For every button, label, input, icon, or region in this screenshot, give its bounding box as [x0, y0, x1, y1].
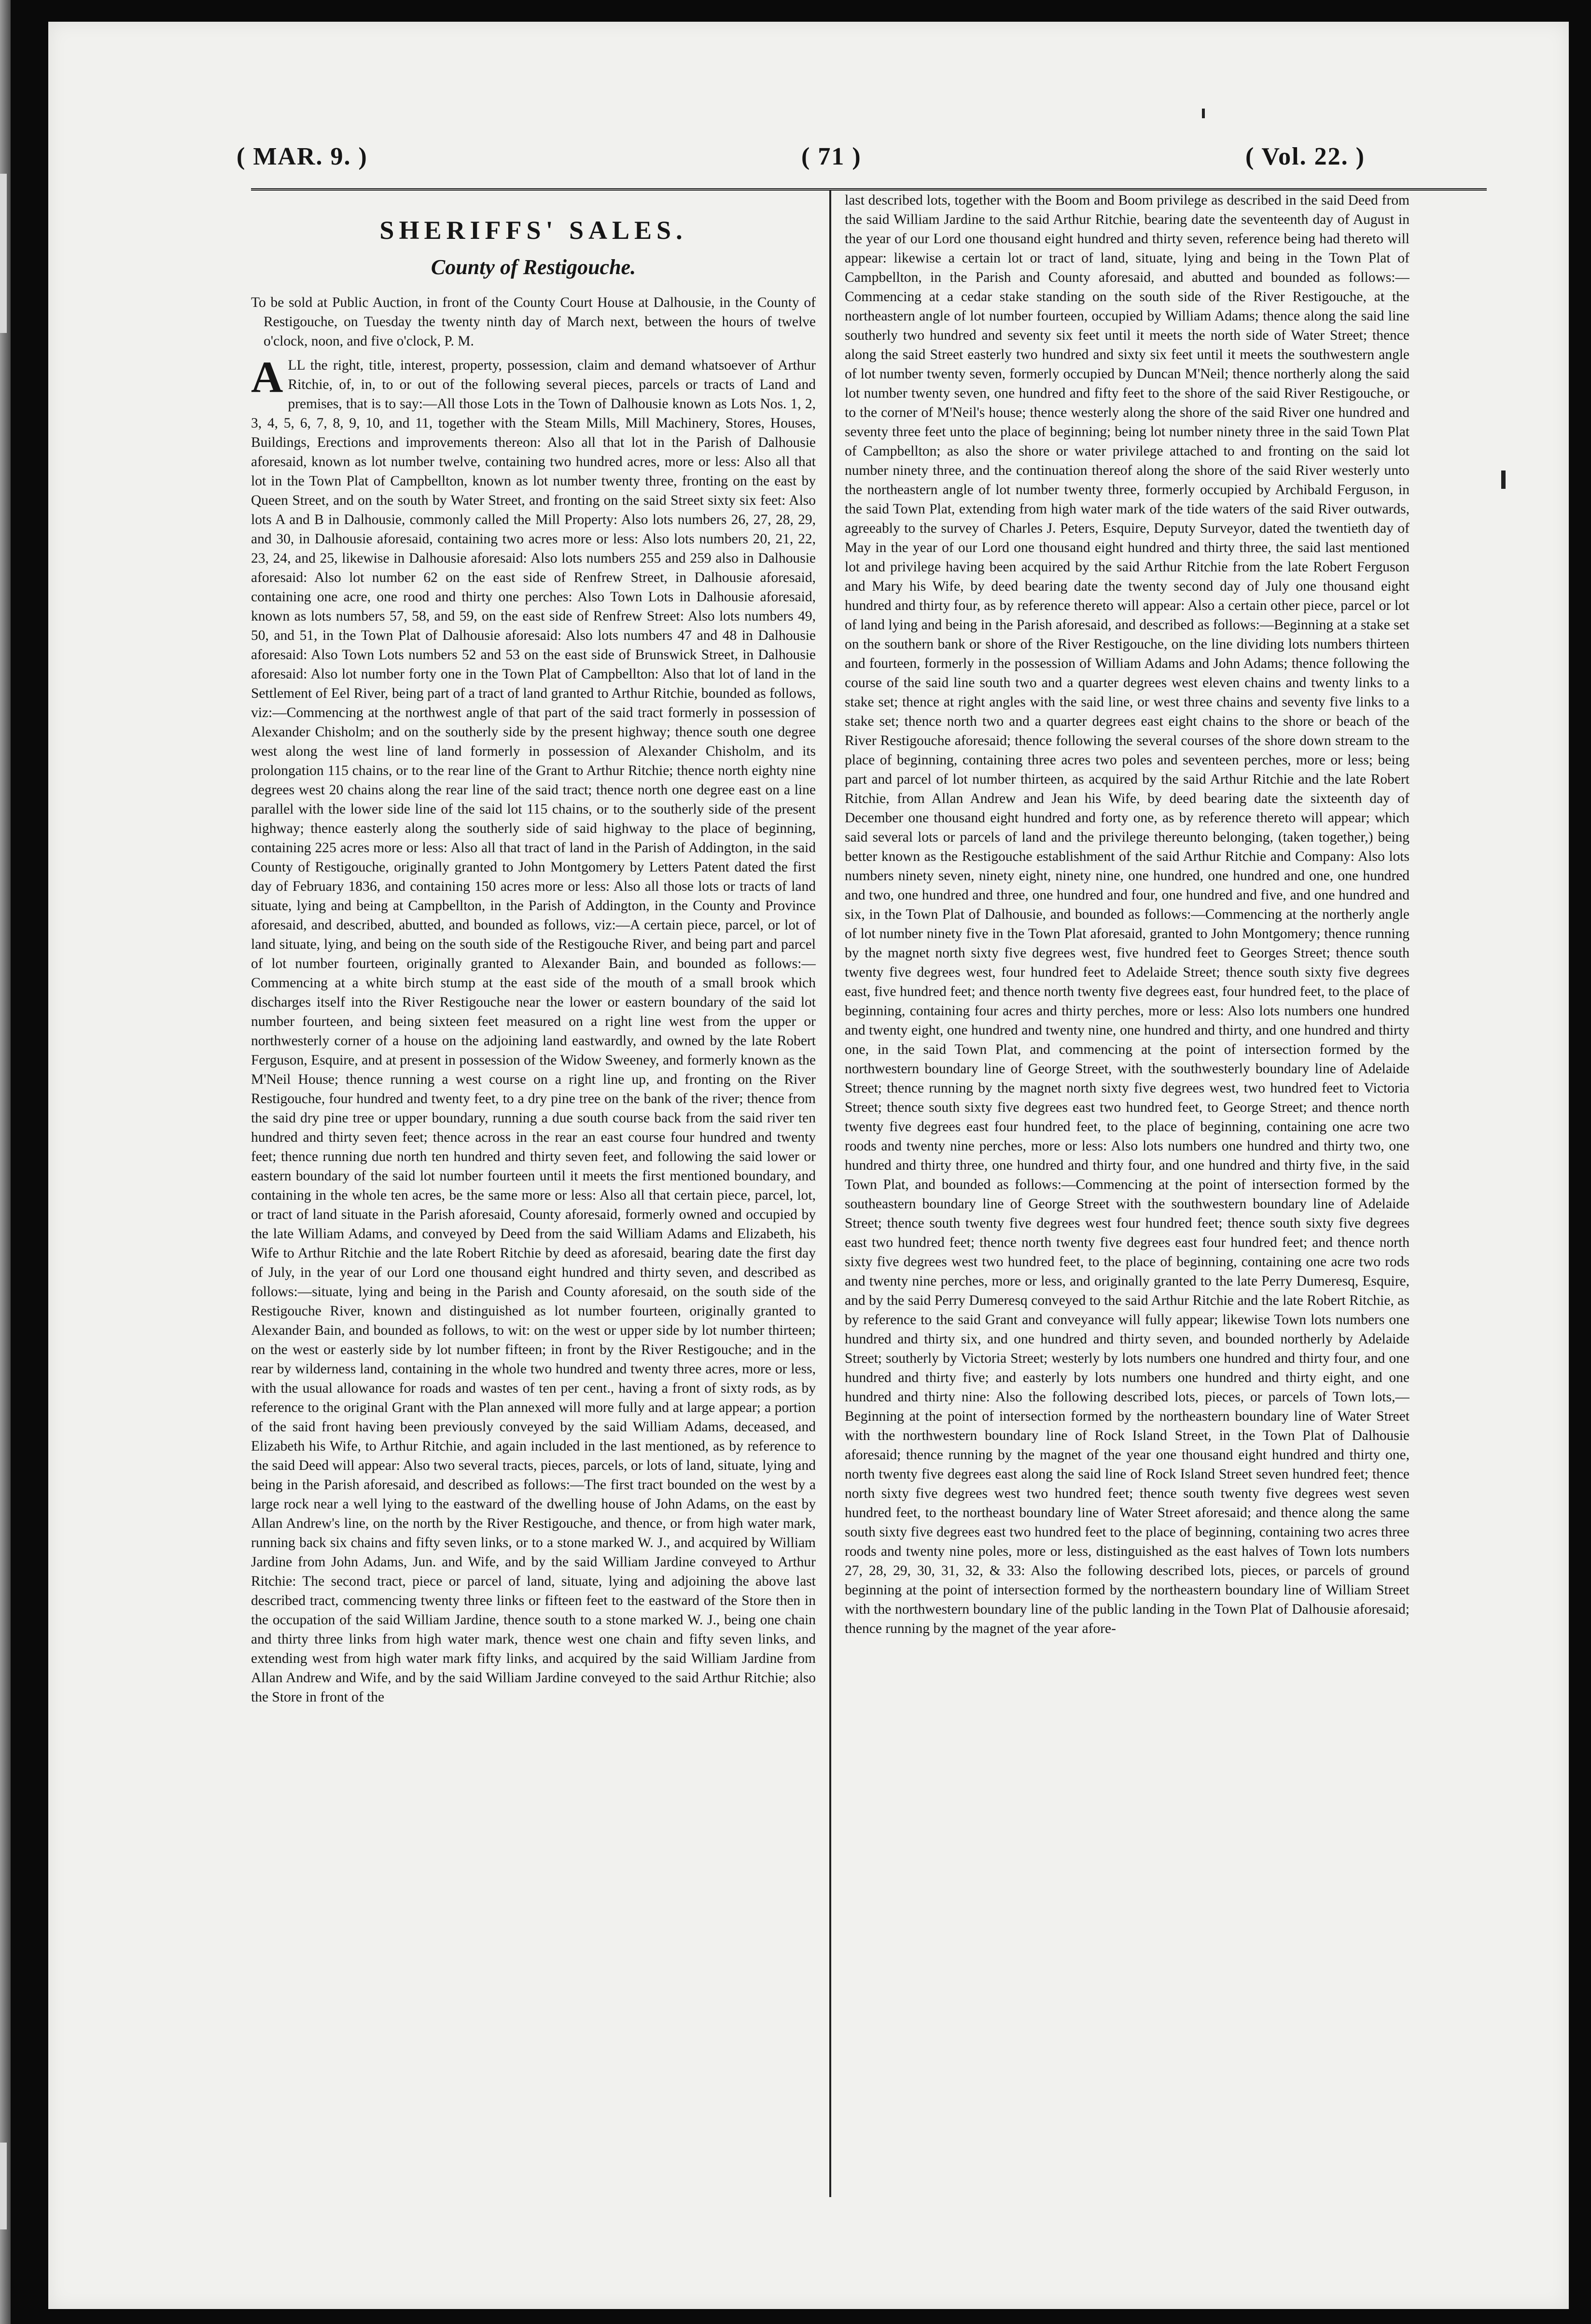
issue-date: ( MAR. 9. ) — [237, 143, 368, 170]
section-subtitle: County of Restigouche. — [431, 255, 636, 279]
print-mark — [1202, 109, 1205, 118]
scan-edge-strip — [0, 174, 7, 333]
newspaper-page — [48, 22, 1569, 2309]
volume-number: ( Vol. 22. ) — [1245, 143, 1365, 170]
article-body — [251, 352, 816, 1707]
margin-mark — [1501, 470, 1506, 489]
drop-cap: A — [251, 352, 283, 401]
scan-left-edge — [0, 0, 11, 2324]
column-divider — [829, 190, 831, 2197]
section-title: SHERIFFS' SALES. — [379, 216, 687, 245]
left-column — [251, 200, 816, 2188]
page-number: ( 71 ) — [801, 143, 862, 170]
article-body-text: LL the right, title, interest, property, possession, claim and demand whatsoever of Arthur Ritchie, of, in, to or out of the following several pieces, parcels or tracts of Land and premises, that is to say:—All those Lots in the Town of Dalhousie known as Lots Nos. 1, 2, 3, 4, 5, 6, 7, 8, 9, 10, and 11, together with the Steam Mills, Mill Machinery, Stores, Houses, Buildings, Erections and improvements thereon: Also all that lot in the Parish of Dalhousie aforesaid, known as lot number twelve, containing two hundred acres, more or less: Also all that lot in the Town Plat of Campbellton, known as lot number twenty three, fronting on the east by Queen Street, and on the south by Water Street, and fronting on the said Street sixty six feet: Also lots A and B in Dalhousie, commonly called the Mill Property: Also lots numbers 26, 27, 28, 29, and 30, in Dalhousie aforesaid, containing two acres more or less: Also lots numbers 20, 21, 22, 23, 24, and 25, likewise in Dalhousie aforesaid: Also lots numbers 255 and 259 also in Dalhousie aforesaid: Also lot number 62 on the east side of Renfrew Street, in Dalhousie aforesaid, containing one acre, one rood and thirty one perches: Also Town Lots in Dalhousie aforesaid, known as lots numbers 57, 58, and 59, on the east side of Renfrew Street: Also lots numbers 49, 50, and 51, in the Town Plat of Dalhousie aforesaid: Also lots numbers 47 and 48 in Dalhousie aforesaid: Also Town Lots numbers 52 and 53 on the east side of Brunswick Street, in Dalhousie aforesaid: Also lot number forty one in the Town Plat of Campbellton: Also that lot of land in the Settlement of Eel River, being part of a tract of land granted to Arthur Ritchie, bounded as follows, viz:—Commencing at the northwest angle of that part of the said tract formerly in possession of Alexander Chisholm; and on the southerly side by the present highway; thence south one degree west along the west line of land formerly in possession of Alexander Chisholm, and its prolongation 115 chains, or to the rear line of the Grant to Arthur Ritchie; thence north eighty nine degrees west 20 chains along the rear line of the said tract; thence north one degree east on a line parallel with the lower side line of the said lot 115 chains, or to the southerly side of the present highway; thence easterly along the southerly side of said highway to the place of beginning, containing 225 acres more or less: Also all that tract of land in the Parish of Addington, in the said County of Restigouche, originally granted to John Montgomery by Letters Patent dated the first day of February 1836, and containing 150 acres more or less: Also all those lots or tracts of land situate, lying and being at Campbellton, in the Parish of Addington, in the County and Province aforesaid, and described, abutted, and bounded as follows, viz:—A certain piece, parcel, or lot of land situate, lying, and being on the south side of the Restigouche River, and being part and parcel of lot number fourteen, originally granted to Alexander Bain, and bounded as follows:—Commencing at a white birch stump at the east side of the mouth of a small brook which discharges itself into the River Restigouche near the lower or eastern boundary of the said lot number fourteen, and being sixteen feet measured on a right line west from the upper or northwesterly corner of a house on the adjoining land eastwardly, and owned by the late Robert Ferguson, Esquire, and at present in possession of the Widow Sweeney, and formerly known as the M'Neil House; thence running a west course on a right line up, and fronting on the River Restigouche, four hundred and twenty feet, to a dry pine tree on the bank of the river; thence from the said dry pine tree or upper boundary, running a due south course back from the said river ten hundred and thirty seven feet; thence across in the rear an east course four hundred and twenty feet; thence running due north ten hundred and thirty seven feet, and following the said lower or eastern boundary of the said lot number fourteen until it meets the first mentioned boundary, and containing in the whole ten acres, be the same more or less: Also all that certain piece, parcel, lot, or tract of land situate in the Parish aforesaid, County aforesaid, formerly owned and occupied by the late William Adams, and conveyed by Deed from the said William Adams and Elizabeth, his Wife to Arthur Ritchie and the late Robert Ritchie by deed as aforesaid, bearing date the first day of July, in the year of our Lord one thousand eight hundred and thirty seven, and described as follows:—situate, lying and being in the Parish and County aforesaid, on the south side of the Restigouche River, known and distinguished as lot number fourteen, originally granted to Alexander Bain, and bounded as follows, to wit: on the west or upper side by lot number thirteen; on the west or easterly side by lot number fifteen; in front by the River Restigouche; and in the rear by wilderness land, containing in the whole two hundred and twenty three acres, more or less, with the usual allowance for roads and wastes of ten per cent., having a front of sixty rods, as by reference to the original Grant with the Plan annexed will more fully and at large appear; a portion of the said front having been previously conveyed by the said William Adams, deceased, and Elizabeth his Wife, to Arthur Ritchie, and again included in the last mentioned, as by reference to the said Deed will appear: Also two several tracts, pieces, parcels, or lots of land, situate, lying and being in the Parish aforesaid, and described as follows:—The first tract bounded on the west by a large rock near a well lying to the eastward of the dwelling house of John Adams, on the east by Allan Andrew's line, on the north by the River Restigouche, and thence, or from high water mark, running back six chains and fifty seven links, or to a stone marked W. J., and acquired by William Jardine from John Adams, Jun. and Wife, and by the said William Jardine conveyed to Arthur Ritchie: The second tract, piece or parcel of land, situate, lying and adjoining the above last described tract, commencing twenty three links or fifteen feet to the eastward of the Store then in the occupation of the said William Jardine, thence south to a stone marked W. J., being one chain and thirty three links from high water mark, thence west one chain and fifty seven links, and extending west from high water mark fifty links, and acquired by the said William Jardine from Allan Andrew and Wife, and by the said William Jardine conveyed to the said Arthur Ritchie; also the Store in front of the — [251, 358, 816, 1705]
scan-edge-strip — [0, 2143, 7, 2229]
right-column — [845, 191, 1410, 2188]
article-body-continued: last described lots, together with the Boom and Boom privilege as described in the said Deed from the said William Jardine to the said Arthur Ritchie, bearing date the seventeenth day of August in the year of our Lord one thousand eight hundred and thirty seven, reference being had thereto will appear: likewise a certain lot or tract of land, situate, lying and being in the Town Plat of Campbellton, in the Parish and County aforesaid, and abutted and bounded as follows:—Commencing at a cedar stake standing on the south side of the River Restigouche, at the northeastern angle of lot number fourteen, occupied by William Adams; thence along the said line southerly two hundred and seventy six feet until it meets the north side of Water Street; thence along the said Street easterly two hundred and sixty six feet until it meets the southwestern angle of lot number twenty seven, formerly occupied by Duncan M'Neil; thence northerly along the said lot number twenty seven, one hundred and fifty feet to the shore of the said River Restigouche, or to the corner of M'Neil's house; thence westerly along the shore of the said River one hundred and seventy three feet unto the place of beginning; being lot number ninety three in the said Town Plat of Campbellton; as also the shore or water privilege attached to and fronting on the said lot number ninety three, and the continuation thereof along the shore of the said River westerly unto the northeastern angle of lot number twenty three, formerly occupied by Archibald Ferguson, in the said Town Plat, extending from high water mark of the tide waters of the said River outwards, agreeably to the survey of Charles J. Peters, Esquire, Deputy Surveyor, dated the twentieth day of May in the year of our Lord one thousand eight hundred and thirty three, the said last mentioned lot and privilege having been acquired by the said Arthur Ritchie from the late Robert Ferguson and Mary his Wife, by deed bearing date the twenty second day of July one thousand eight hundred and thirty four, as by reference thereto will appear: Also a certain other piece, parcel or lot of land lying and being in the Parish aforesaid, and described as follows:—Beginning at a stake set on the southern bank or shore of the River Restigouche, on the line dividing lots numbers thirteen and fourteen, formerly in the possession of William Adams and John Adams; thence following the course of the said line south two and a quarter degrees west eleven chains and twenty links to a stake set; thence at right angles with the said line, or west three chains and seventy five links to a stake set; thence north two and a quarter degrees east eight chains to the shore or beach of the River Restigouche aforesaid; thence following the several courses of the shore down stream to the place of beginning, containing three acres two poles and seventeen perches, more or less; being part and parcel of lot number thirteen, as acquired by the said Arthur Ritchie and the late Robert Ritchie, from Allan Andrew and Jean his Wife, by deed bearing date the sixteenth day of December one thousand eight hundred and forty one, as by reference thereto will appear; which said several lots or parcels of land and the privilege thereunto belonging, (taken together,) being better known as the Restigouche establishment of the said Arthur Ritchie and Company: Also lots numbers ninety seven, ninety eight, ninety nine, one hundred, one hundred and one, one hundred and two, one hundred and three, one hundred and four, one hundred and five, and one hundred and six, in the Town Plat of Dalhousie, and bounded as follows:—Commencing at the northerly angle of lot number ninety five in the Town Plat aforesaid, granted to John Montgomery; thence running by the magnet north sixty five degrees west, five hundred feet to Georges Street; thence south twenty five degrees west, four hundred feet to Adelaide Street; thence south sixty five degrees east, five hundred feet; and thence north twenty five degrees east, four hundred feet, to the place of beginning, containing four acres and thirty perches, more or less: Also lots numbers one hundred and twenty eight, one hundred and twenty nine, one hundred and thirty, and one hundred and thirty one, in the said Town Plat, and commencing at the point of intersection formed by the northwestern boundary line of George Street, with the southwesterly boundary line of Adelaide Street; thence running by the magnet north sixty five degrees west, two hundred feet to Victoria Street; thence south sixty five degrees east two hundred feet, to George Street; and thence north twenty five degrees east four hundred feet, to the place of beginning, containing one acre two roods and twenty nine perches, more or less: Also lots numbers one hundred and thirty two, one hundred and thirty three, one hundred and thirty four, and one hundred and thirty five, in the said Town Plat, and bounded as follows:—Commencing at the point of intersection formed by the southeastern boundary line of George Street with the southwestern boundary line of Adelaide Street; thence south twenty five degrees west four hundred feet; thence south sixty five degrees east two hundred feet; thence north twenty five degrees east four hundred feet; and thence north sixty five degrees west two hundred feet, to the place of beginning, containing one acre two rods and twenty nine perches, more or less, and originally granted to the late Perry Dumeresq, Esquire, and by the said Perry Dumeresq conveyed to the said Arthur Ritchie and the late Robert Ritchie, as by reference to the said Grant and conveyance will fully appear; likewise Town lots numbers one hundred and thirty six, and one hundred and thirty seven, and bounded northerly by Adelaide Street; southerly by Victoria Street; westerly by lots numbers one hundred and thirty four, and one hundred and thirty five; and easterly by lots numbers one hundred and thirty eight, and one hundred and thirty nine: Also the following described lots, pieces, or parcels of Town lots,—Beginning at the point of intersection formed by the northeastern boundary line of Water Street with the northwestern boundary line of Rock Island Street, in the Town Plat of Dalhousie aforesaid; thence running by the magnet of the year one thousand eight hundred and thirty one, north twenty five degrees east along the said line of Rock Island Street seven hundred feet; thence north sixty five degrees west two hundred feet; thence south twenty five degrees west seven hundred feet, to the northeast boundary line of Water Street aforesaid; and thence along the same south sixty five degrees east two hundred feet to the place of beginning, containing two acres three roods and twenty nine poles, more or less, distinguished as the east halves of Town lots numbers 27, 28, 29, 30, 31, 32, & 33: Also the following described lots, pieces, or parcels of ground beginning at the point of intersection formed by the northeastern boundary line of William Street with the northwestern boundary line of the public landing in the Town Plat of Dalhousie aforesaid; thence running by the magnet of the year afore- — [845, 193, 1410, 1636]
sale-notice: To be sold at Public Auction, in front of the County Court House at Dalhousie, in the County of Restigouche, on Tuesday the twenty ninth day of March next, between the hours of twelve o'clock, noon, and five o'clock, P. M. — [251, 295, 816, 349]
